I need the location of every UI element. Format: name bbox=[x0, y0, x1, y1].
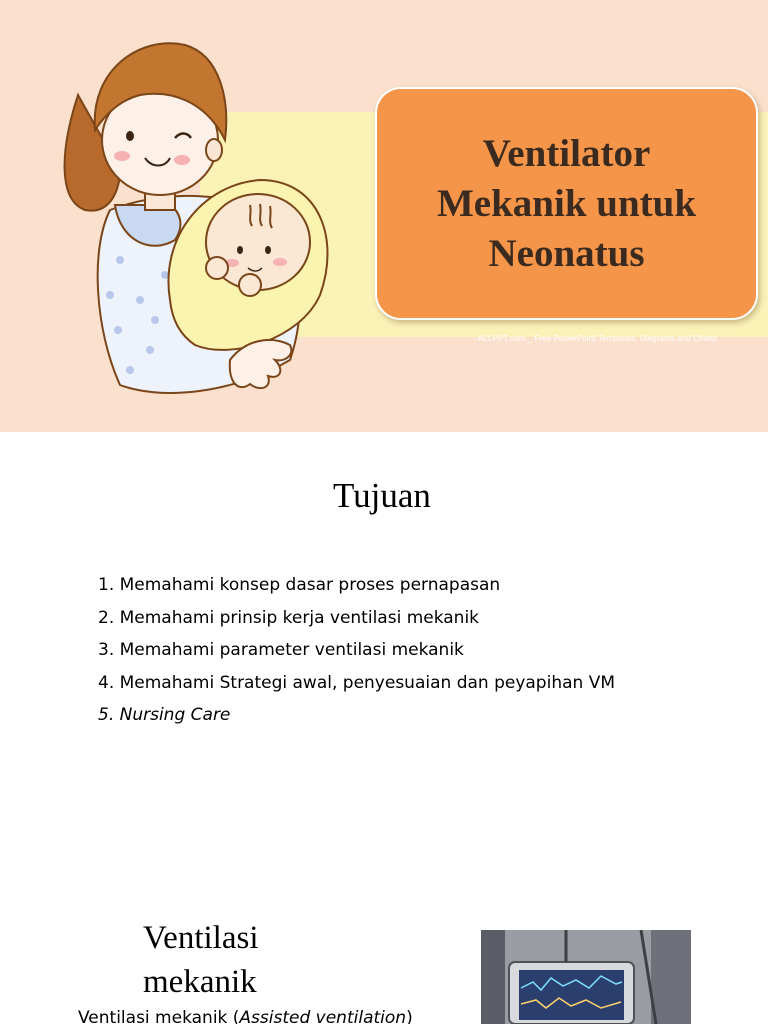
title-box bbox=[375, 87, 758, 320]
list-item: 3. Memahami parameter ventilasi mekanik bbox=[98, 640, 464, 660]
slide-body-text bbox=[78, 1008, 413, 1024]
ventilator-monitor-photo bbox=[481, 930, 691, 1024]
presentation-title: Ventilator Mekanik untuk Neonatus bbox=[436, 131, 697, 275]
body-text: ) bbox=[406, 1008, 413, 1024]
objectives-slide bbox=[0, 432, 768, 900]
title-slide bbox=[0, 0, 768, 432]
list-item: 1. Memahami konsep dasar proses pernapasan bbox=[98, 575, 501, 595]
list-item: 2. Memahami prinsip kerja ventilasi mekanik bbox=[98, 607, 480, 628]
ventilation-slide bbox=[0, 900, 768, 1024]
slide-title: Tujuan bbox=[333, 476, 431, 515]
body-italic-text: Assisted ventilation bbox=[239, 1008, 407, 1024]
list-item: 4. Memahami Strategi awal, penyesuaian dan peyapihan VM bbox=[98, 672, 615, 693]
body-text: Ventilasi mekanik ( bbox=[78, 1008, 240, 1024]
template-watermark: ALLPPT.com _ Free PowerPoint Templates, Diagrams and Charts bbox=[478, 334, 718, 343]
list-item: 5. Nursing Care bbox=[98, 705, 231, 725]
goal-list bbox=[98, 569, 615, 732]
slide-title: Ventilasi mekanik bbox=[143, 920, 259, 1000]
mother-holding-baby-illustration bbox=[0, 0, 380, 432]
